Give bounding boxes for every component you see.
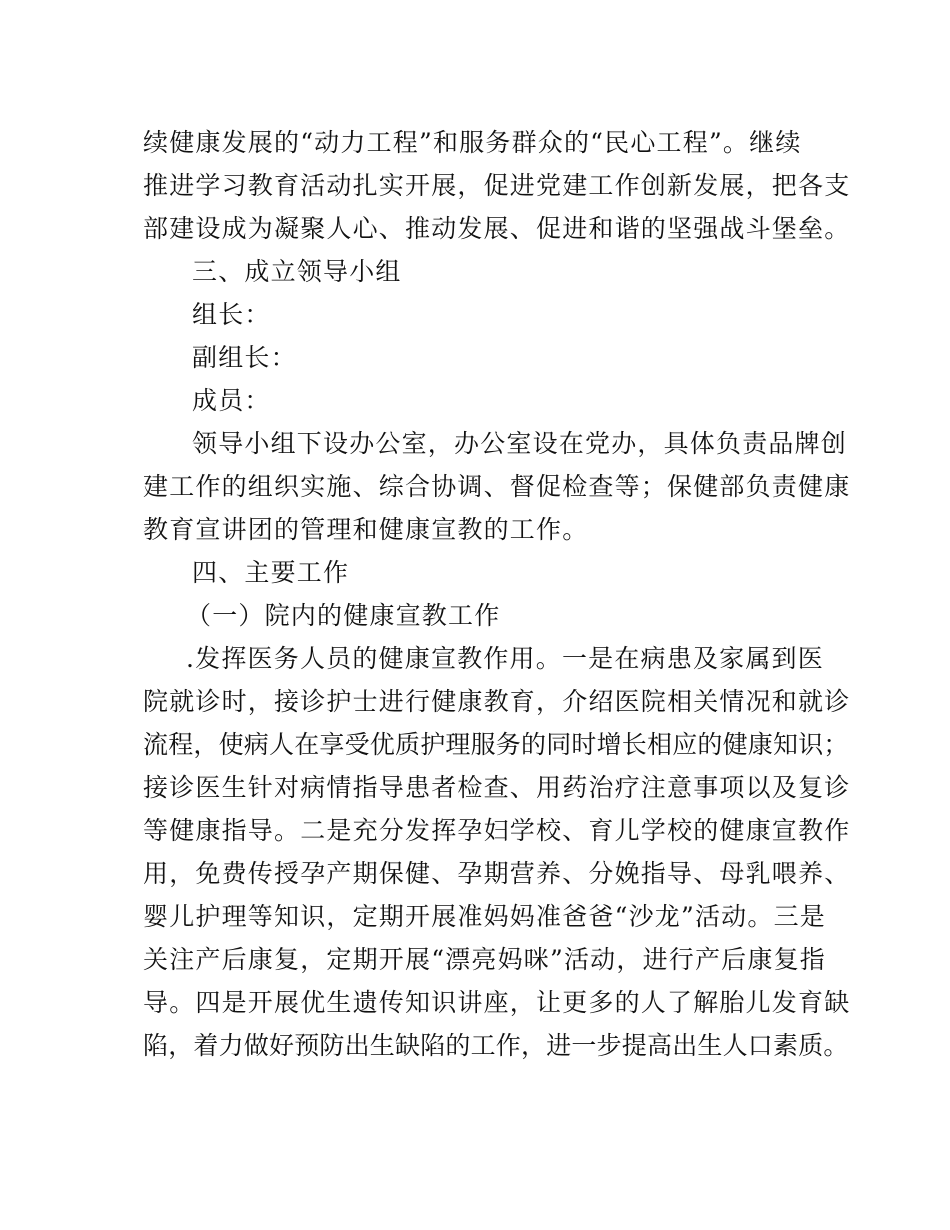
paragraph-line: 建工作的组织实施、综合协调、督促检查等；保健部负责健康: [143, 472, 851, 501]
paragraph-line: 等健康指导。二是充分发挥孕妇学校、育儿学校的健康宣教作: [143, 816, 851, 845]
paragraph-line: 婴儿护理等知识，定期开展准妈妈准爸爸“沙龙”活动。三是: [143, 902, 826, 931]
paragraph-line: 部建设成为凝聚人心、推动发展、促进和谐的坚强战斗堡垒。: [143, 214, 851, 243]
members-label: 成员：: [192, 386, 271, 415]
paragraph-line: 用，免费传授孕产期保健、孕期营养、分娩指导、母乳喂养、: [143, 859, 851, 888]
paragraph-line: 导。四是开展优生遗传知识讲座，让更多的人了解胎儿发育缺: [143, 988, 851, 1017]
paragraph-line: 推进学习教育活动扎实开展，促进党建工作创新发展，把各支: [143, 171, 851, 200]
paragraph-line: 陷，着力做好预防出生缺陷的工作，进一步提高出生人口素质。: [143, 1031, 849, 1060]
paragraph-line: .发挥医务人员的健康宣教作用。一是在病患及家属到医: [186, 644, 824, 673]
deputy-leader-label: 副组长：: [192, 343, 297, 372]
section-heading: 三、成立领导小组: [192, 257, 402, 286]
paragraph-line: 关注产后康复，定期开展“漂亮妈咪”活动，进行产后康复指: [143, 945, 826, 974]
paragraph-line: 接诊医生针对病情指导患者检查、用药治疗注意事项以及复诊: [143, 773, 851, 802]
paragraph-line: 领导小组下设办公室，办公室设在党办，具体负责品牌创: [192, 429, 848, 458]
paragraph-line: 教育宣讲团的管理和健康宣教的工作。: [143, 515, 589, 544]
paragraph-line: 院就诊时，接诊护士进行健康教育，介绍医院相关情况和就诊: [143, 687, 851, 716]
leader-label: 组长：: [192, 300, 271, 329]
paragraph-line: 续健康发展的“动力工程”和服务群众的“民心工程”。继续: [143, 128, 802, 157]
subsection-heading: （一）院内的健康宣教工作: [186, 601, 501, 630]
paragraph-line: 流程，使病人在享受优质护理服务的同时增长相应的健康知识；: [143, 730, 849, 759]
section-heading: 四、主要工作: [192, 558, 350, 587]
